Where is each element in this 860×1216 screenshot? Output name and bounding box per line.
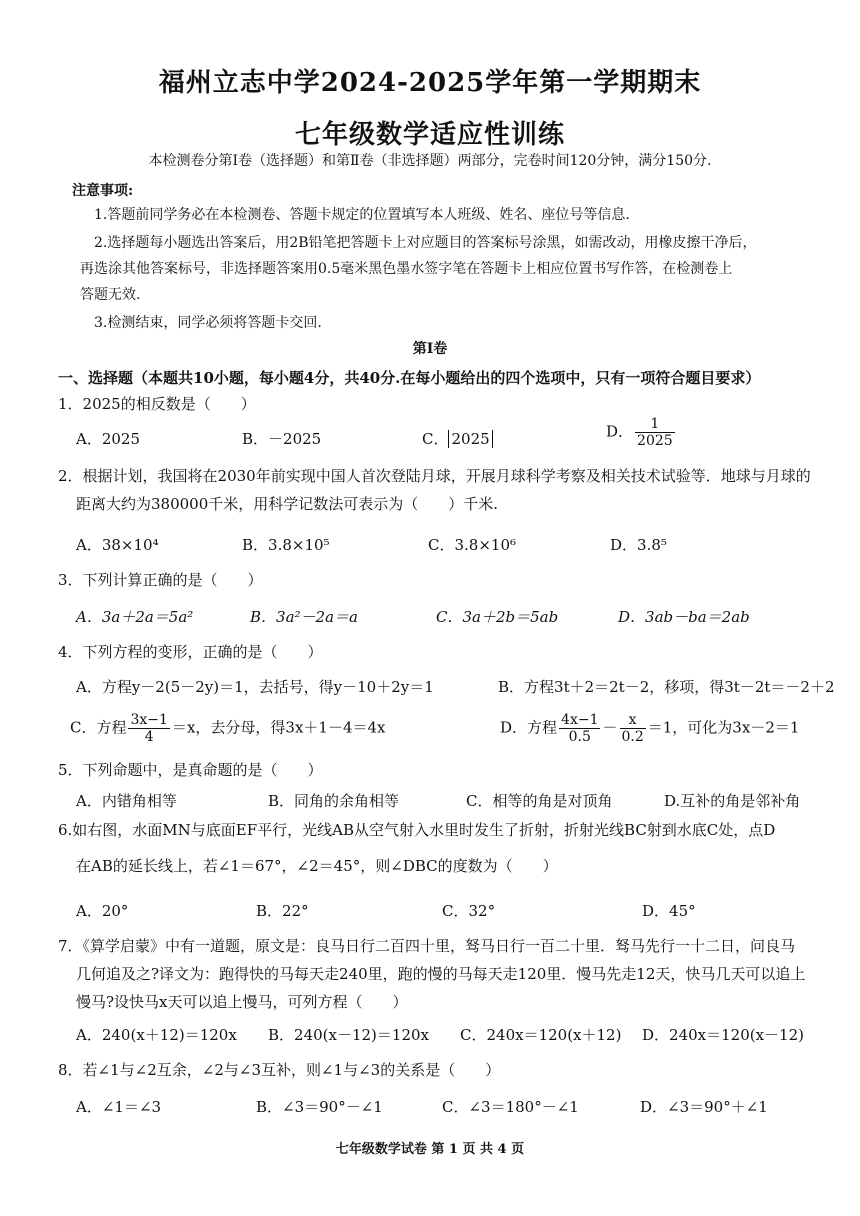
question-1-stem: 1．2025的相反数是（ ） bbox=[58, 395, 256, 413]
question-5-option-a: A．内错角相等 bbox=[76, 792, 177, 810]
notice-item-1: 1.答题前同学务必在本检测卷、答题卡规定的位置填写本人班级、姓名、座位号等信息. bbox=[94, 207, 630, 223]
fraction bbox=[559, 712, 600, 745]
question-3-stem: 3．下列计算正确的是（ ） bbox=[58, 571, 263, 589]
fraction bbox=[620, 712, 646, 745]
question-3-option-c: C．3a＋2b＝5ab bbox=[436, 608, 559, 626]
question-1-option-b: B．－2025 bbox=[242, 430, 322, 448]
fraction-numerator: 1 bbox=[635, 416, 675, 433]
question-8-option-b: B．∠3＝90°－∠1 bbox=[256, 1098, 383, 1116]
question-2-line1: 2．根据计划，我国将在2030年前实现中国人首次登陆月球，开展月球科学考察及相关技术试验等．地球与月球的 bbox=[58, 467, 811, 485]
page-footer: 七年级数学试卷 第 1 页 共 4 页 bbox=[335, 1142, 525, 1157]
question-1-option-a: A．2025 bbox=[76, 430, 141, 448]
fraction-denominator: 0.2 bbox=[621, 729, 644, 745]
question-6-line2: 在AB的延长线上，若∠1＝67°，∠2＝45°，则∠DBC的度数为（ ） bbox=[76, 857, 558, 875]
question-4-option-b: B．方程3t＋2＝2t－2，移项，得3t－2t＝－2＋2 bbox=[498, 678, 835, 696]
exam-subtitle: 七年级数学适应性训练 bbox=[294, 120, 565, 150]
option-d-prefix: D．方程 bbox=[500, 718, 558, 737]
fraction-numerator: 4x−1 bbox=[561, 712, 599, 728]
option-c-suffix: ＝x，去分母，得3x＋1－4＝4x bbox=[171, 718, 386, 737]
question-4-option-d bbox=[500, 712, 799, 745]
question-7-option-b: B．240(x－12)＝120x bbox=[268, 1026, 429, 1044]
option-d-label: D． bbox=[606, 422, 634, 441]
exam-title: 福州立志中学2024-2025学年第一学期期末 bbox=[158, 68, 702, 98]
question-5-stem: 5．下列命题中，是真命题的是（ ） bbox=[58, 761, 323, 779]
question-2-option-c: C．3.8×10⁶ bbox=[428, 536, 517, 554]
question-5-option-b: B．同角的余角相等 bbox=[268, 792, 400, 810]
question-6-option-b: B．22° bbox=[256, 902, 309, 920]
option-c-label: C． bbox=[422, 430, 449, 448]
question-4-option-a: A．方程y－2(5－2y)＝1，去括号，得y－10＋2y＝1 bbox=[76, 678, 434, 696]
question-2-line2: 距离大约为380000千米，用科学记数法可表示为（ ）千米. bbox=[76, 495, 499, 513]
question-8-stem: 8．若∠1与∠2互余，∠2与∠3互补，则∠1与∠3的关系是（ ） bbox=[58, 1061, 501, 1079]
question-3-option-d: D．3ab－ba＝2ab bbox=[618, 608, 750, 626]
question-8-option-c: C．∠3＝180°－∠1 bbox=[442, 1098, 579, 1116]
volume-heading: 第Ⅰ卷 bbox=[412, 341, 448, 357]
notice-item-2-cont: 再选涂其他答案标号，非选择题答案用0.5毫米黑色墨水签字笔在答题卡上相应位置书写作答，在检测卷上 bbox=[80, 261, 733, 277]
option-c-prefix: C．方程 bbox=[70, 718, 127, 737]
notice-item-2: 2.选择题每小题选出答案后，用2B铅笔把答题卡上对应题目的答案标号涂黑，如需改动，用橡皮擦干净后， bbox=[94, 235, 757, 251]
absolute-value: 2025 bbox=[448, 430, 492, 448]
question-5-option-c: C．相等的角是对顶角 bbox=[466, 792, 613, 810]
option-d-suffix: ＝1，可化为3x－2＝1 bbox=[647, 718, 800, 737]
fraction-numerator: 3x−1 bbox=[130, 712, 168, 728]
exam-intro: 本检测卷分第Ⅰ卷（选择题）和第Ⅱ卷（非选择题）两部分，完卷时间120分钟，满分150分. bbox=[148, 153, 712, 169]
notice-title: 注意事项: bbox=[72, 183, 134, 199]
fraction bbox=[635, 416, 675, 449]
question-7-option-d: D．240x＝120(x－12) bbox=[642, 1026, 804, 1044]
fraction-denominator: 0.5 bbox=[568, 729, 591, 745]
question-1-option-d bbox=[606, 416, 677, 449]
fraction-denominator: 4 bbox=[144, 729, 154, 745]
question-6-line1: 6.如右图，水面MN与底面EF平行，光线AB从空气射入水里时发生了折射，折射光线BC射到水底C处，点D bbox=[58, 821, 776, 839]
question-2-option-a: A．38×10⁴ bbox=[76, 536, 159, 554]
question-3-option-b: B．3a²－2a＝a bbox=[250, 608, 358, 626]
question-6-option-c: C．32° bbox=[442, 902, 496, 920]
fraction bbox=[128, 712, 169, 745]
question-7-line3: 慢马?设快马x天可以追上慢马，可列方程（ ） bbox=[76, 993, 408, 1011]
question-2-option-b: B．3.8×10⁵ bbox=[242, 536, 330, 554]
question-8-option-a: A．∠1＝∠3 bbox=[76, 1098, 162, 1116]
question-5-option-d: D.互补的角是邻补角 bbox=[664, 792, 801, 810]
question-8-option-d: D．∠3＝90°＋∠1 bbox=[640, 1098, 768, 1116]
notice-item-3: 3.检测结束，同学必须将答题卡交回. bbox=[94, 315, 322, 331]
question-7-line1: 7．《算学启蒙》中有一道题，原文是：良马日行二百四十里，驽马日行一百二十里．驽马先行一十二日，问良马 bbox=[58, 937, 796, 955]
question-7-option-a: A．240(x＋12)＝120x bbox=[76, 1026, 237, 1044]
question-7-line2: 几何追及之?译文为：跑得快的马每天走240里，跑的慢的马每天走120里．慢马先走12天，快马几天可以追上 bbox=[76, 965, 806, 983]
question-4-option-c bbox=[70, 712, 386, 745]
fraction-denominator: 2025 bbox=[637, 433, 673, 449]
minus-sign: － bbox=[602, 718, 618, 737]
fraction-numerator: x bbox=[620, 712, 646, 729]
question-6-option-d: D．45° bbox=[642, 902, 696, 920]
notice-item-2-end: 答题无效. bbox=[80, 287, 141, 303]
part-heading: 一、选择题（本题共10小题，每小题4分，共40分.在每小题给出的四个选项中，只有一项符合题目要求） bbox=[58, 369, 761, 387]
question-4-stem: 4．下列方程的变形，正确的是（ ） bbox=[58, 643, 323, 661]
question-6-option-a: A．20° bbox=[76, 902, 129, 920]
question-3-option-a: A．3a＋2a＝5a² bbox=[76, 608, 194, 626]
question-2-option-d: D．3.8⁵ bbox=[610, 536, 667, 554]
question-7-option-c: C．240x＝120(x＋12) bbox=[460, 1026, 622, 1044]
question-1-option-c bbox=[422, 428, 493, 449]
